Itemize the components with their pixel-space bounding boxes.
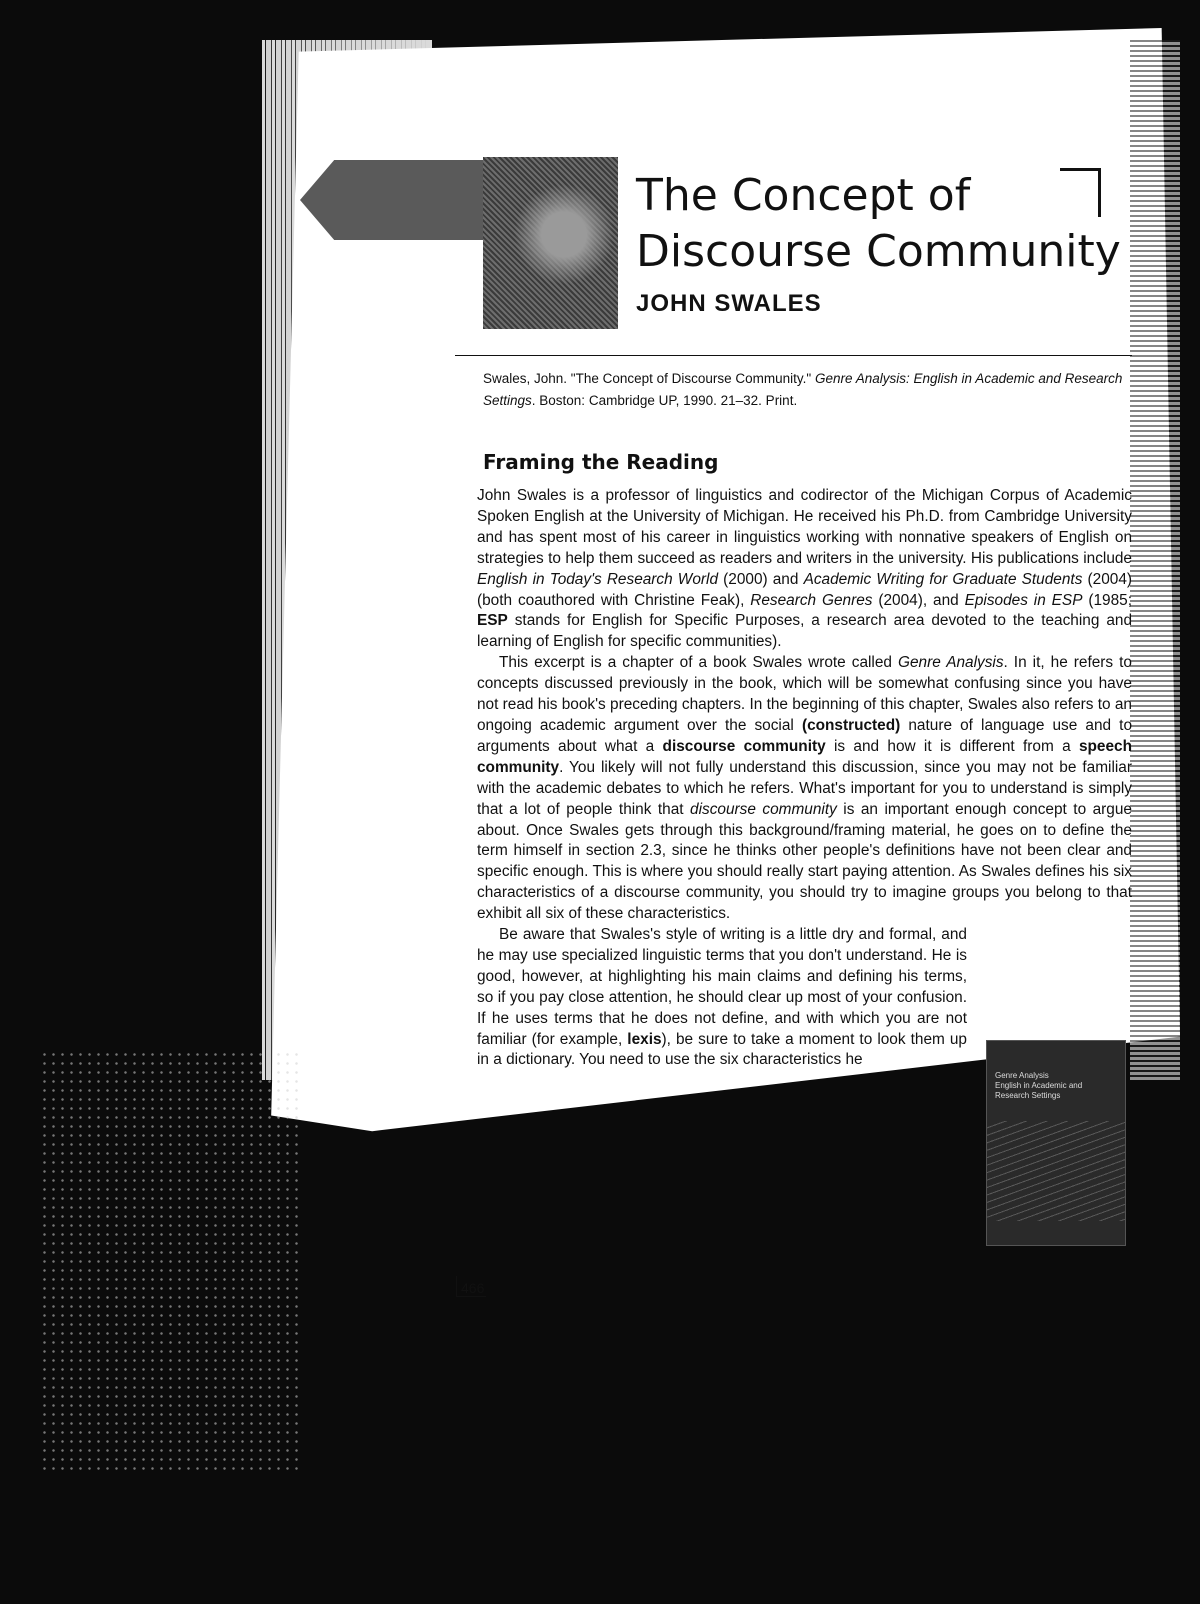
citation-text-2: . Boston: Cambridge UP, 1990. 21–32. Print. [531,393,798,408]
text-run: Be aware that Swales's style of writing is a little dry and formal, and he may use specialized linguistic terms that you don't understand. He is good, however, at highlighting his main claims and defining his terms, so if you pay close attention, he should clear up most of your confusion. If he uses terms that he does not define, and with which you are not familiar (for example, [477,926,967,1048]
text-run: (2004) (both coauthored with Christine Feak), [477,570,1133,609]
citation [483,368,1133,412]
author-name: JOHN SWALES [636,290,822,317]
text-run: This excerpt is a chapter of a book Swales wrote called [499,654,898,672]
text-run: . You likely will not fully understand this discussion, since you may not be familiar with the academic debates to which he refers. What's important for you to understand is simply that a lot of people think that [477,758,1132,818]
bold-term: discourse community [662,737,826,755]
italic-run: Genre Analysis [897,654,1004,672]
bold-term: lexis [627,1030,662,1048]
text-run: ), be sure to take a moment to look them up in a dictionary. You need to use the six characteristics he [477,1030,967,1069]
italic-run: Research Genres [750,591,873,609]
text-run: nature of language use and to arguments about what a [477,716,1132,755]
bold-term: speech community [477,737,1133,776]
book-cover-art [987,1121,1125,1221]
text-run: (2004), and [872,591,965,609]
italic-run: discourse community [690,800,837,818]
author-photo [483,157,618,329]
book-cover-title-text: Genre Analysis [995,1071,1049,1080]
book-cover-title [995,1071,1115,1101]
text-run: stands for English for Specific Purposes, a research area devoted to the teaching and learning of English for specific communities). [477,612,1132,651]
divider-rule [455,355,1132,356]
italic-run: Episodes in ESP [964,591,1083,609]
page-edge [1130,40,1180,1080]
text-run: is an important enough concept to argue about. Once Swales gets through this background/framing material, he goes on to define the term himself in section 2.3, since he thinks other people's definitions have not been clear and specific enough. This is where you should really start paying attention. As Swales defines his six characteristics of a discourse community, you should try to imagine groups you belong to that exhibit all six of these characteristics. [477,800,1132,923]
text-run: John Swales is a professor of linguistics and codirector of the Michigan Corpus of Academic Spoken English at the University of Michigan. He received his Ph.D. from Cambridge University and has spent most of his career in linguistics working with nonnative speakers of English on strategies to help them succeed as readers and writers in the university. His publications include [477,487,1132,567]
chapter-title-line1: The Concept of [636,170,971,221]
paragraph-2 [477,653,1132,925]
book-cover-image [986,1040,1126,1246]
corner-crop-mark [1060,168,1101,217]
scan-noise [40,1050,300,1470]
chapter-tab [300,160,490,240]
section-title: Framing the Reading [483,450,719,474]
paragraph-1 [477,486,1132,653]
page-number: 466 [456,1276,486,1297]
body-text [477,486,1132,1071]
bold-term: ESP [477,612,508,630]
italic-run: English in Today's Research World [477,570,719,588]
italic-run: Academic Writing for Graduate Students [803,570,1083,588]
text-run: (1985; [1082,591,1132,609]
citation-book-title: Genre Analysis: English in Academic and Research Settings [483,371,1123,408]
bold-term: (constructed) [801,716,901,734]
text-run: is and how it is different from a [825,737,1079,755]
citation-text-1: Swales, John. "The Concept of Discourse Community." [483,371,815,386]
chapter-title [636,168,1121,280]
text-run: (2000) and [718,570,804,588]
book-cover-subtitle-text: English in Academic and Research Settings [995,1081,1083,1100]
paragraph-3 [477,925,967,1071]
text-run: . In it, he refers to concepts discussed previously in the book, which will be somewhat confusing since you have not read his book's preceding chapters. In the beginning of this chapter, Swales also refers to an ongoing academic argument over the social [477,654,1132,734]
chapter-title-line2: Discourse Community [636,226,1121,277]
